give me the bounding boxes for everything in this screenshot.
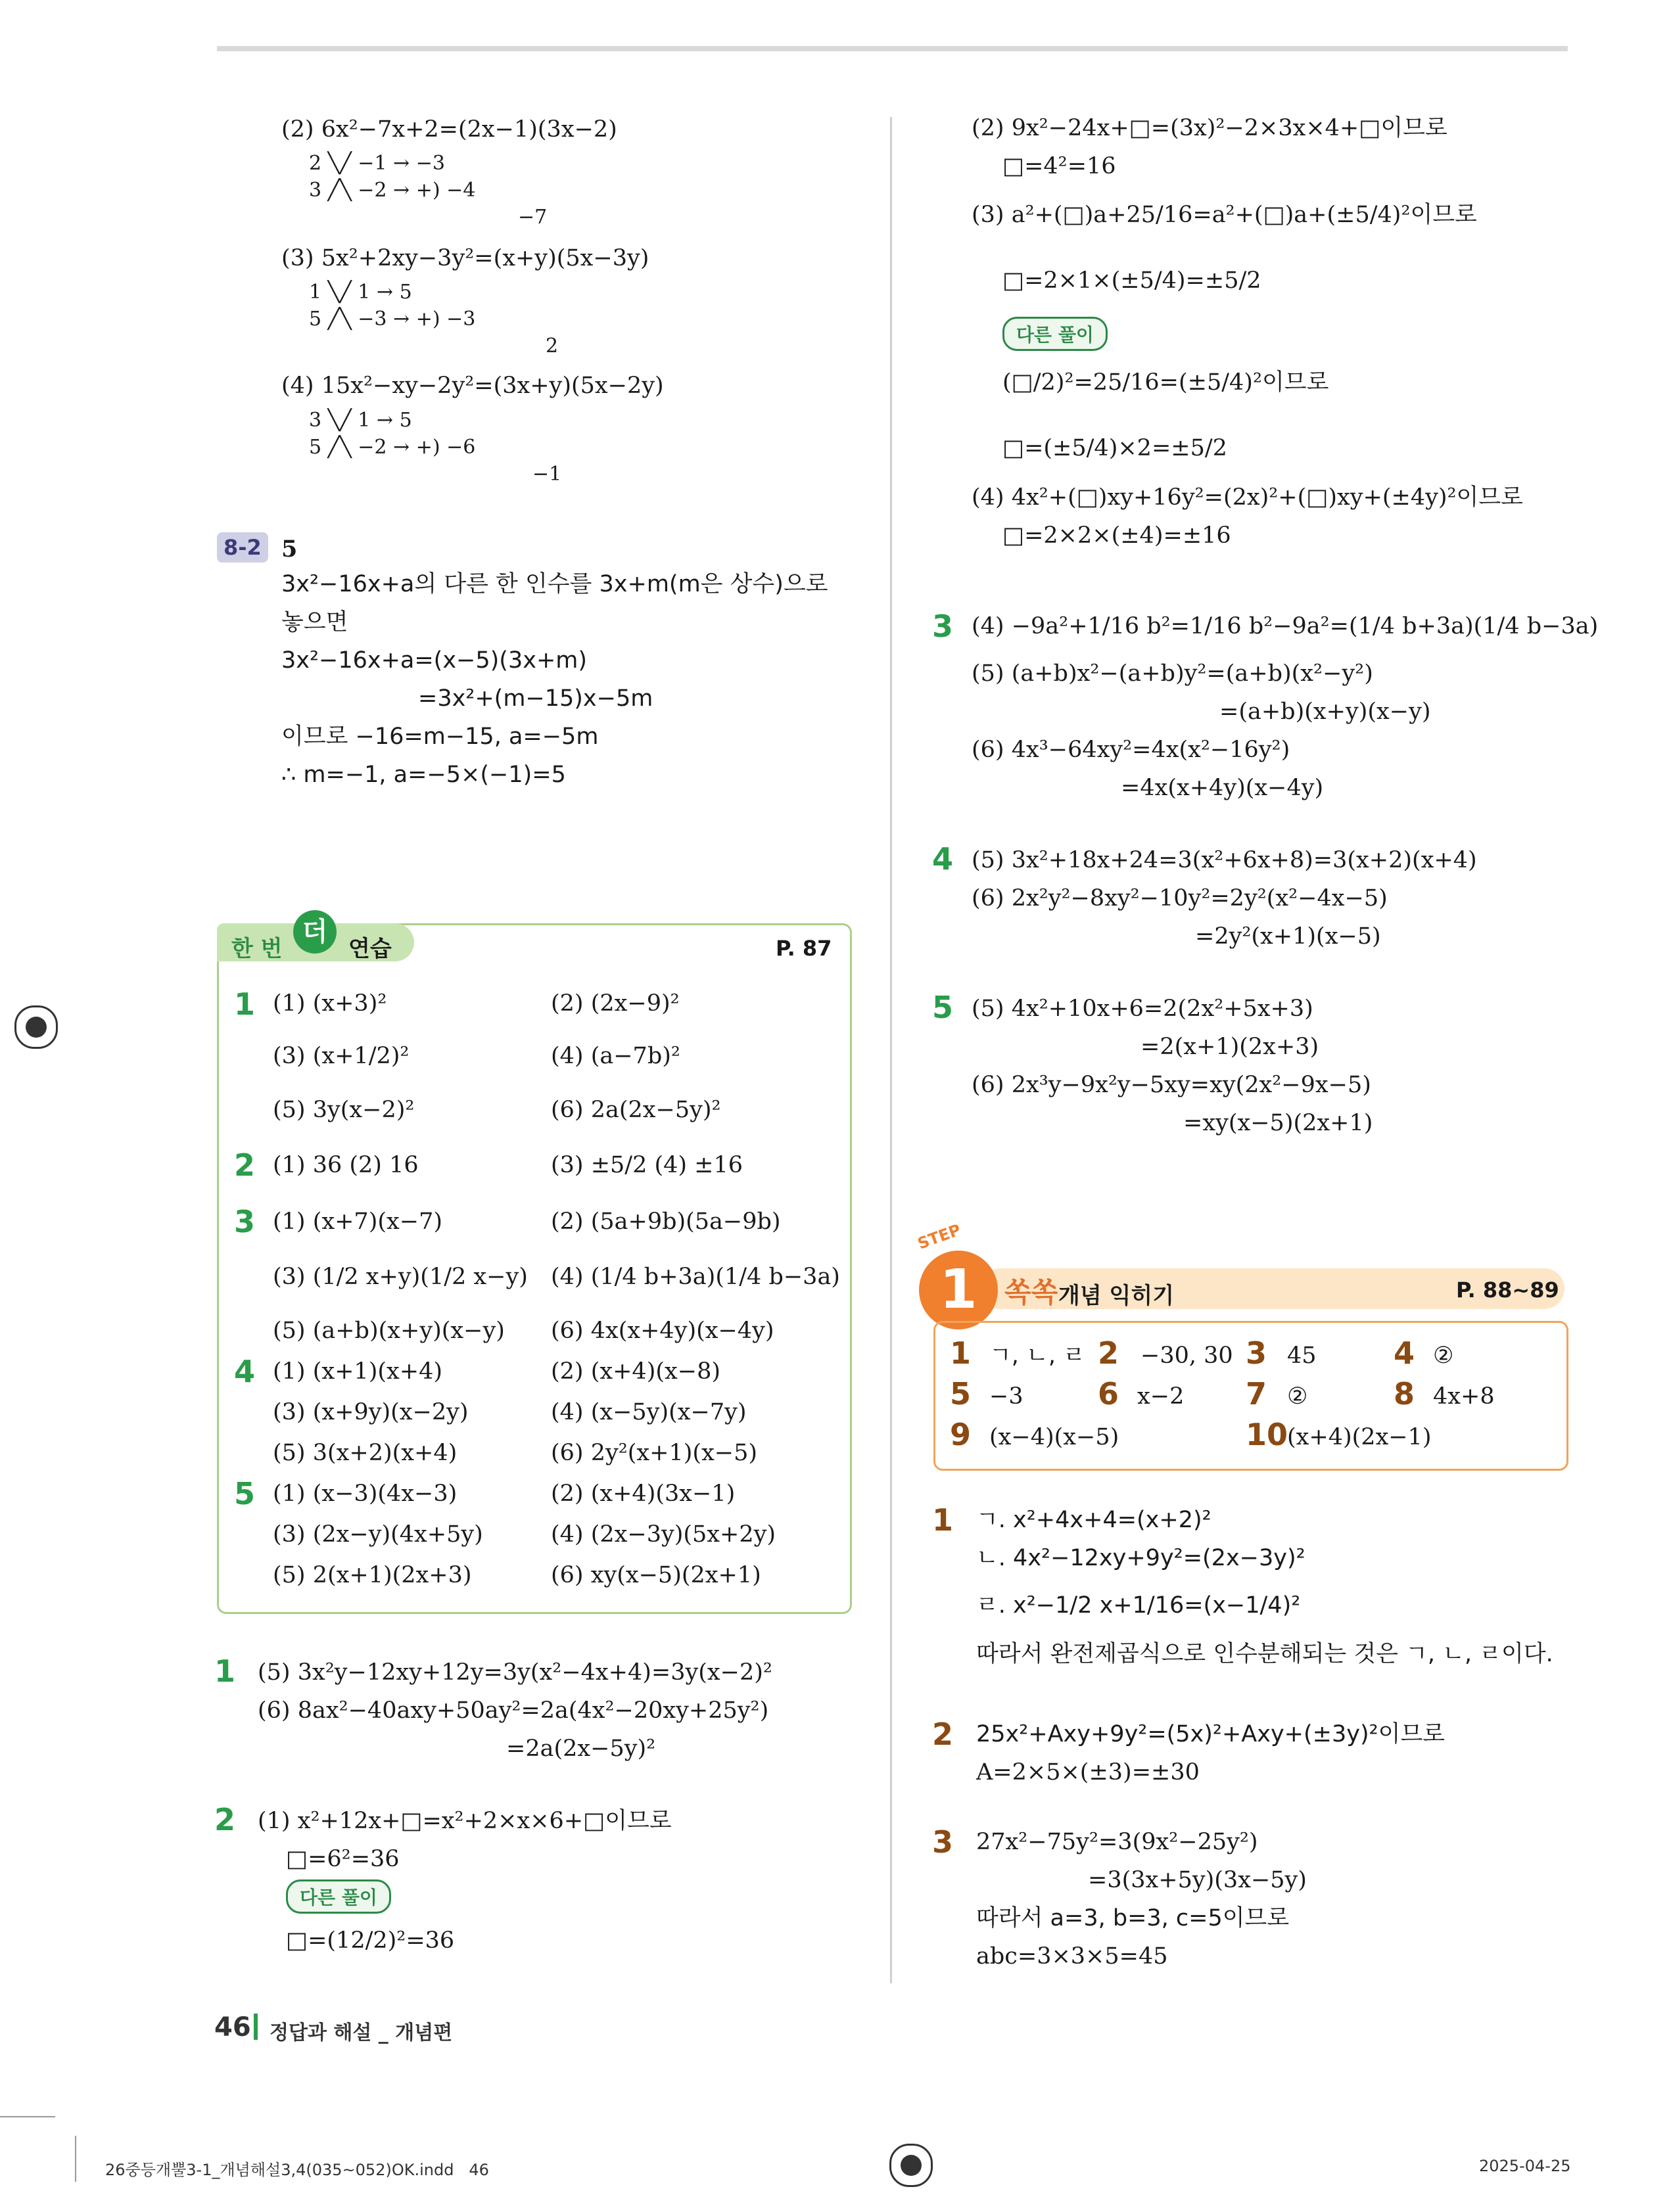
- column-divider: [890, 117, 892, 1983]
- left-sol-1-line-2: (6) 8ax²−40axy+50ay²=2a(4x²−20xy+25y²): [258, 1697, 769, 1724]
- practice-cell: (2) (x+4)(x−8): [551, 1358, 720, 1385]
- practice-cell: (2) (5a+9b)(5a−9b): [551, 1209, 781, 1235]
- step-ans-val: x−2: [1137, 1383, 1185, 1410]
- practice-cell: (1) (x+1)(x+4): [273, 1358, 442, 1385]
- step-sol-3-line-3: 따라서 a=3, b=3, c=5이므로: [976, 1905, 1290, 1931]
- practice-cell: (3) (1/2 x+y)(1/2 x−y): [273, 1264, 528, 1290]
- step-title: 개념 익히기: [1058, 1283, 1175, 1309]
- left-p4: (4) 15x²−xy−2y²=(3x+y)(5x−2y): [281, 373, 664, 399]
- registration-mark-icon: [889, 2144, 933, 2187]
- practice-cell: (4) (1/4 b+3a)(1/4 b−3a): [551, 1264, 840, 1290]
- q82-answer: 5: [281, 536, 298, 563]
- right-r4-line-1: (5) 3x²+18x+24=3(x²+6x+8)=3(x+2)(x+4): [972, 847, 1477, 873]
- left-sol-2-line-1: (1) x²+12x+□=x²+2×x×6+□이므로: [258, 1808, 672, 1834]
- right-r2-line-2: □=4²=16: [1002, 153, 1116, 179]
- q82-line-1: 3x²−16x+a의 다른 한 인수를 3x+m(m은 상수)으로: [281, 571, 828, 597]
- practice-num-5: 5: [234, 1476, 256, 1511]
- q82-line-4: =3x²+(m−15)x−5m: [418, 685, 653, 712]
- practice-cell: (3) (x+9y)(x−2y): [273, 1399, 469, 1425]
- practice-cell: (5) 2(x+1)(2x+3): [273, 1562, 472, 1588]
- step-ans-num: 6: [1098, 1376, 1119, 1412]
- footer-section: 정답과 해설 _ 개념편: [270, 2021, 453, 2044]
- right-r2-line-3: (3) a²+(□)a+25/16=a²+(□)a+(±5/4)²이므로: [972, 202, 1477, 228]
- step-ans-num: 3: [1246, 1335, 1267, 1371]
- footer-date: 2025-04-25: [1479, 2157, 1571, 2175]
- practice-cell: (6) 2y²(x+1)(x−5): [551, 1440, 758, 1466]
- right-r3-line-5: =4x(x+4y)(x−4y): [1121, 775, 1324, 801]
- left-alt-badge: 다른 풀이: [286, 1879, 391, 1914]
- right-r3-line-2: (5) (a+b)x²−(a+b)y²=(a+b)(x²−y²): [972, 660, 1373, 687]
- right-r4-num: 4: [932, 841, 954, 877]
- right-r4-line-3: =2y²(x+1)(x−5): [1195, 923, 1381, 950]
- step-number: 1: [919, 1251, 998, 1329]
- left-p3-cross-3: 2: [546, 334, 559, 357]
- practice-title-circle: 더: [293, 910, 337, 954]
- right-r5-num: 5: [932, 990, 954, 1025]
- right-r3-num: 3: [932, 609, 954, 644]
- step-ans-num: 4: [1394, 1335, 1415, 1371]
- practice-cell: (4) (a−7b)²: [551, 1043, 680, 1069]
- practice-cell: (3) ±5/2 (4) ±16: [551, 1152, 743, 1178]
- practice-num-1: 1: [234, 986, 256, 1022]
- crop-mark: [75, 2136, 76, 2182]
- left-p2-cross-3: −7: [518, 206, 548, 229]
- practice-num-3: 3: [234, 1204, 256, 1239]
- right-r2-p4-line-1: (4) 4x²+(□)xy+16y²=(2x)²+(□)xy+(±4y)²이므로: [972, 484, 1523, 511]
- right-r5-line-3: (6) 2x³y−9x²y−5xy=xy(2x²−9x−5): [972, 1072, 1371, 1098]
- practice-cell: (1) (x+3)²: [273, 990, 387, 1017]
- q82-line-2: 놓으면: [281, 609, 348, 635]
- left-p4-cross-3: −1: [532, 463, 562, 486]
- right-alt-badge: 다른 풀이: [1002, 317, 1108, 351]
- right-r2-p4-line-2: □=2×2×(±4)=±16: [1002, 522, 1231, 549]
- right-r5-line-2: =2(x+1)(2x+3): [1140, 1034, 1319, 1060]
- practice-cell: (1) (x−3)(4x−3): [273, 1481, 458, 1507]
- practice-cell: (5) 3y(x−2)²: [273, 1097, 415, 1123]
- practice-num-2: 2: [234, 1147, 256, 1183]
- left-p3: (3) 5x²+2xy−3y²=(x+y)(5x−3y): [281, 245, 649, 271]
- left-sol-2-alt: □=(12/2)²=36: [286, 1927, 455, 1954]
- step-title-em: 쏙쏙: [1004, 1276, 1058, 1308]
- footer-bar: [254, 2014, 258, 2040]
- page-number: 46: [214, 2012, 251, 2042]
- right-r2-line-4: □=2×1×(±5/4)=±5/2: [1002, 267, 1261, 294]
- practice-cell: (4) (2x−3y)(5x+2y): [551, 1521, 776, 1548]
- right-r2-line-1: (2) 9x²−24x+□=(3x)²−2×3x×4+□이므로: [972, 115, 1447, 141]
- right-r3-line-4: (6) 4x³−64xy²=4x(x²−16y²): [972, 737, 1290, 763]
- practice-cell: (3) (2x−y)(4x+5y): [273, 1521, 483, 1548]
- right-r3-line-1: (4) −9a²+1/16 b²=1/16 b²−9a²=(1/4 b+3a)(1/4 b−3a): [972, 613, 1599, 639]
- footer-file: 26중등개뿔3-1_개념해설3,4(035~052)OK.indd 46: [105, 2161, 489, 2179]
- step-ans-num: 10: [1246, 1417, 1288, 1452]
- left-p4-cross-2: 5 ╱╲ −2 → +) −6: [309, 436, 476, 459]
- q82-line-3: 3x²−16x+a=(x−5)(3x+m): [281, 647, 588, 674]
- left-sol-1-line-3: =2a(2x−5y)²: [506, 1736, 656, 1762]
- step-ans-val: 45: [1287, 1343, 1317, 1369]
- practice-cell: (4) (x−5y)(x−7y): [551, 1399, 747, 1425]
- step-ans-val: −30, 30: [1140, 1343, 1233, 1369]
- step-word: STEP: [915, 1220, 964, 1253]
- top-rule: [217, 46, 1568, 51]
- left-p2: (2) 6x²−7x+2=(2x−1)(3x−2): [281, 116, 617, 143]
- right-r5-line-1: (5) 4x²+10x+6=2(2x²+5x+3): [972, 996, 1313, 1022]
- step-ans-val: ②: [1433, 1343, 1454, 1369]
- left-p2-cross-2: 3 ╱╲ −2 → +) −4: [309, 179, 476, 202]
- left-sol-2-line-2: □=6²=36: [286, 1846, 400, 1872]
- practice-cell: (6) xy(x−5)(2x+1): [551, 1562, 761, 1588]
- step-ans-val: ②: [1287, 1383, 1308, 1410]
- step-ans-num: 8: [1394, 1376, 1415, 1412]
- step-sol-1-line-4: 따라서 완전제곱식으로 인수분해되는 것은 ㄱ, ㄴ, ㄹ이다.: [976, 1641, 1553, 1667]
- right-r4-line-2: (6) 2x²y²−8xy²−10y²=2y²(x²−4x−5): [972, 885, 1388, 911]
- step-sol-3-line-4: abc=3×3×5=45: [976, 1943, 1168, 1970]
- step-ans-val: −3: [989, 1383, 1023, 1410]
- crop-mark: [0, 2116, 55, 2117]
- step-sol-3-num: 3: [932, 1824, 954, 1860]
- practice-num-4: 4: [234, 1354, 256, 1389]
- left-sol-1-line-1: (5) 3x²y−12xy+12y=3y(x²−4x+4)=3y(x−2)²: [258, 1659, 772, 1686]
- right-alt-line-2: □=(±5/4)×2=±5/2: [1002, 435, 1227, 461]
- practice-cell: (2) (x+4)(3x−1): [551, 1481, 736, 1507]
- practice-cell: (3) (x+1/2)²: [273, 1043, 410, 1069]
- step-ans-num: 7: [1246, 1376, 1267, 1412]
- step-sol-3-line-2: =3(3x+5y)(3x−5y): [1088, 1867, 1307, 1893]
- left-sol-2-num: 2: [214, 1802, 236, 1837]
- step-ans-val: ㄱ, ㄴ, ㄹ: [989, 1343, 1085, 1369]
- registration-mark-icon: [14, 1005, 58, 1049]
- step-ans-val: (x−4)(x−5): [989, 1424, 1119, 1450]
- step-sol-2-line-2: A=2×5×(±3)=±30: [976, 1759, 1200, 1786]
- right-r3-line-3: =(a+b)(x+y)(x−y): [1219, 699, 1431, 725]
- practice-cell: (2) (2x−9)²: [551, 990, 680, 1017]
- step-page: P. 88~89: [1456, 1278, 1559, 1302]
- step-sol-2-line-1: 25x²+Axy+9y²=(5x)²+Axy+(±3y)²이므로: [976, 1721, 1446, 1747]
- practice-cell: (5) 3(x+2)(x+4): [273, 1440, 458, 1466]
- practice-cell: (6) 2a(2x−5y)²: [551, 1097, 721, 1123]
- practice-cell: (1) 36 (2) 16: [273, 1152, 419, 1178]
- step-ans-num: 2: [1098, 1335, 1119, 1371]
- practice-title-right: 연습: [348, 936, 392, 962]
- practice-cell: (6) 4x(x+4y)(x−4y): [551, 1318, 774, 1344]
- right-alt-line-1: (□/2)²=25/16=(±5/4)²이므로: [1002, 369, 1329, 396]
- left-sol-1-num: 1: [214, 1653, 236, 1689]
- left-p3-cross-2: 5 ╱╲ −3 → +) −3: [309, 308, 476, 331]
- practice-page: P. 87: [776, 936, 832, 961]
- step-ans-num: 1: [950, 1335, 972, 1371]
- q82-label: 8-2: [217, 532, 268, 563]
- left-p3-cross-1: 1 ╲╱ 1 → 5: [309, 281, 412, 304]
- q82-line-5: 이므로 −16=m−15, a=−5m: [281, 724, 599, 750]
- left-p2-cross-1: 2 ╲╱ −1 → −3: [309, 152, 445, 175]
- step-sol-1-line-3: ㄹ. x²−1/2 x+1/16=(x−1/4)²: [976, 1592, 1301, 1619]
- step-sol-2-num: 2: [932, 1717, 954, 1752]
- step-sol-1-line-2: ㄴ. 4x²−12xy+9y²=(2x−3y)²: [976, 1545, 1305, 1571]
- practice-cell: (1) (x+7)(x−7): [273, 1209, 442, 1235]
- step-sol-3-line-1: 27x²−75y²=3(9x²−25y²): [976, 1829, 1258, 1855]
- q82-line-6: ∴ m=−1, a=−5×(−1)=5: [281, 762, 566, 788]
- step-ans-num: 9: [950, 1417, 972, 1452]
- step-ans-val: (x+4)(2x−1): [1287, 1424, 1432, 1450]
- step-ans-val: 4x+8: [1433, 1383, 1495, 1410]
- practice-cell: (5) (a+b)(x+y)(x−y): [273, 1318, 505, 1344]
- step-ans-num: 5: [950, 1376, 972, 1412]
- step-sol-1-num: 1: [932, 1502, 954, 1538]
- right-r5-line-4: =xy(x−5)(2x+1): [1183, 1110, 1373, 1136]
- left-p4-cross-1: 3 ╲╱ 1 → 5: [309, 409, 412, 432]
- step-sol-1-line-1: ㄱ. x²+4x+4=(x+2)²: [976, 1507, 1211, 1533]
- practice-title-left: 한 번: [231, 936, 283, 962]
